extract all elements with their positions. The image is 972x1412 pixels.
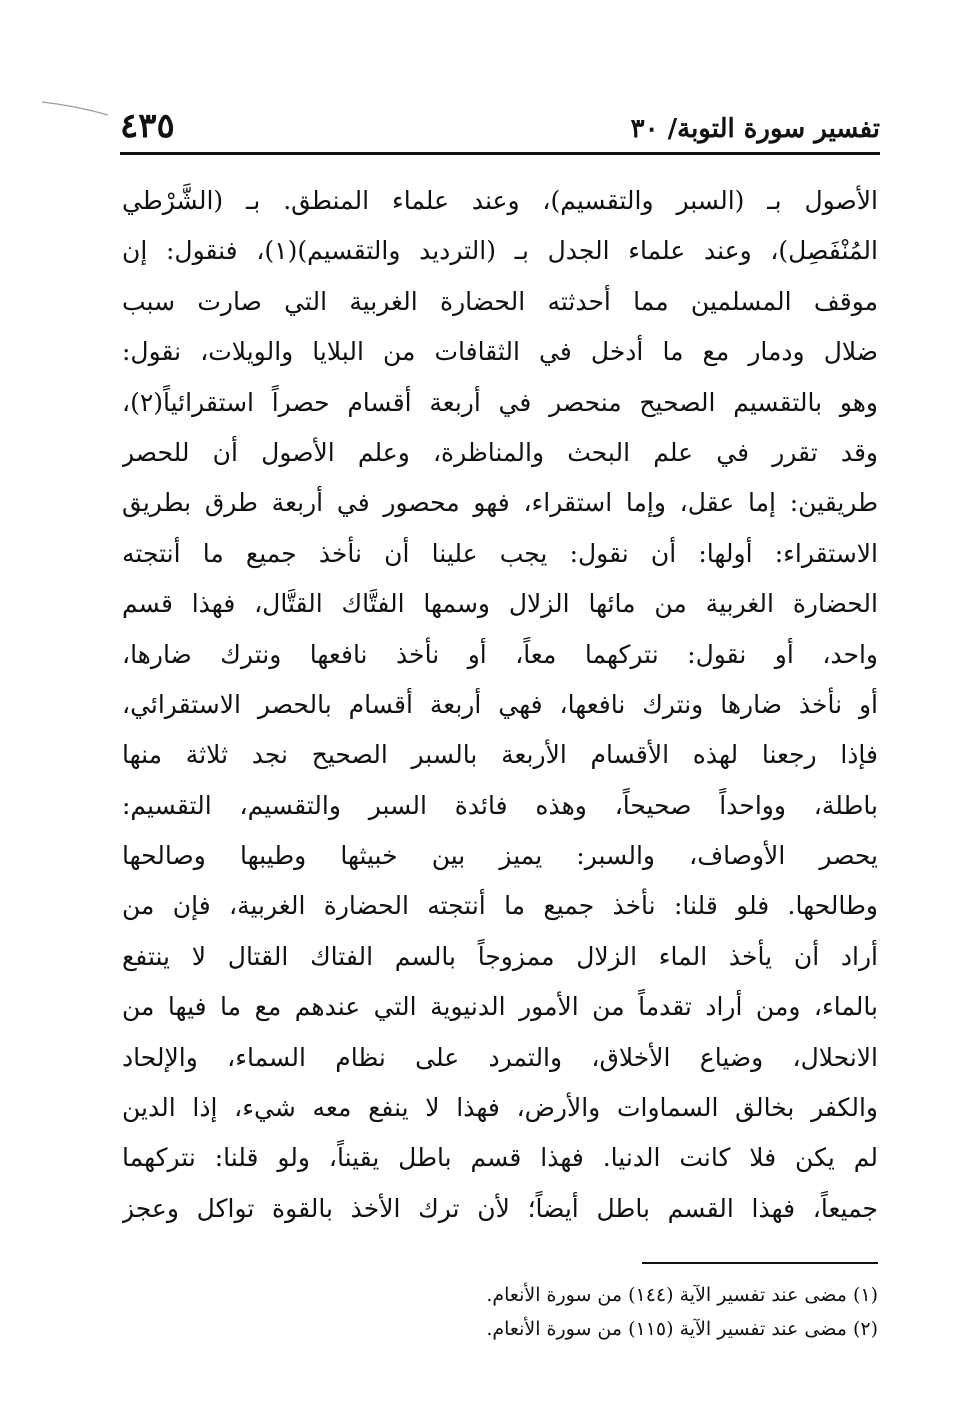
page-number: ٤٣٥ <box>120 106 175 146</box>
text-line: يحصر الأوصاف، والسبر: يميز بين خبيثها وطيبها وصالحها <box>122 841 878 871</box>
body-text <box>122 176 878 1234</box>
text-line: وهو بالتقسيم الصحيح منحصر في أربعة أقسام حصراً استقرائياً(٢)، <box>122 387 878 417</box>
text-line: ضلال ودمار مع ما أدخل في الثقافات من البلايا والويلات، نقول: <box>122 337 878 367</box>
text-line: الأصول بـ (السبر والتقسيم)، وعند علماء المنطق. بـ (الشَّرْطي <box>122 186 878 215</box>
text-line: المُنْفَصِل)، وعند علماء الجدل بـ (الترديد والتقسيم)(١)، فنقول: إن <box>122 236 878 266</box>
text-line: أراد أن يأخذ الماء الزلال ممزوجاً بالسم الفتاك القتال لا ينتفع <box>122 941 878 971</box>
running-title: تفسير سورة التوبة/ ٣٠ <box>630 114 880 144</box>
text-line: الاستقراء: أولها: أن نقول: يجب علينا أن نأخذ جميع ما أنتجته <box>122 538 878 568</box>
text-line: وطالحها. فلو قلنا: نأخذ جميع ما أنتجته الحضارة الغربية، فإن من <box>122 891 878 921</box>
text-line: لم يكن فلا كانت الدنيا. فهذا قسم باطل يقيناً، ولو قلنا: نتركهما <box>122 1143 878 1173</box>
text-line: والكفر بخالق السماوات والأرض، فهذا لا ينفع معه شيء، إذا الدين <box>122 1093 878 1123</box>
text-line: طريقين: إما عقل، وإما استقراء، فهو محصور في أربعة طرق بطريق <box>122 488 878 518</box>
text-line: واحد، أو نقول: نتركهما معاً، أو نأخذ نافعها ونترك ضارها، <box>122 639 878 669</box>
footnote-1: (١) مضى عند تفسير الآية (١٤٤) من سورة الأنعام. <box>486 1284 878 1306</box>
text-line: موقف المسلمين مما أحدثته الحضارة الغربية التي صارت سبب <box>122 286 878 316</box>
text-line: بالماء، ومن أراد تقدماً من الأمور الدنيوية التي عندهم مع ما فيها من <box>122 992 878 1022</box>
text-line: فإذا رجعنا لهذه الأقسام الأربعة بالسبر الصحيح نجد ثلاثة منها <box>122 740 878 770</box>
footnote-2: (٢) مضى عند تفسير الآية (١١٥) من سورة الأنعام. <box>486 1318 878 1340</box>
text-line: باطلة، وواحداً صحيحاً، وهذه فائدة السبر والتقسيم، التقسيم: <box>122 790 878 820</box>
text-line: أو نأخذ ضارها ونترك نافعها، فهي أربعة أقسام بالحصر الاستقرائي، <box>122 689 878 719</box>
scan-edge-mark <box>40 98 110 118</box>
text-line: جميعاً، فهذا القسم باطل أيضاً؛ لأن ترك الأخذ بالقوة تواكل وعجز <box>122 1193 878 1223</box>
footnotes <box>178 1278 878 1346</box>
page-header <box>120 106 880 150</box>
header-rule <box>120 152 880 155</box>
footnote-rule <box>642 1262 878 1264</box>
text-line: الانحلال، وضياع الأخلاق، والتمرد على نظام السماء، والإلحاد <box>122 1042 878 1072</box>
text-line: وقد تقرر في علم البحث والمناظرة، وعلم الأصول أن للحصر <box>122 437 878 467</box>
text-line: الحضارة الغربية من مائها الزلال وسمها الفتَّاك القتَّال، فهذا قسم <box>122 589 878 619</box>
